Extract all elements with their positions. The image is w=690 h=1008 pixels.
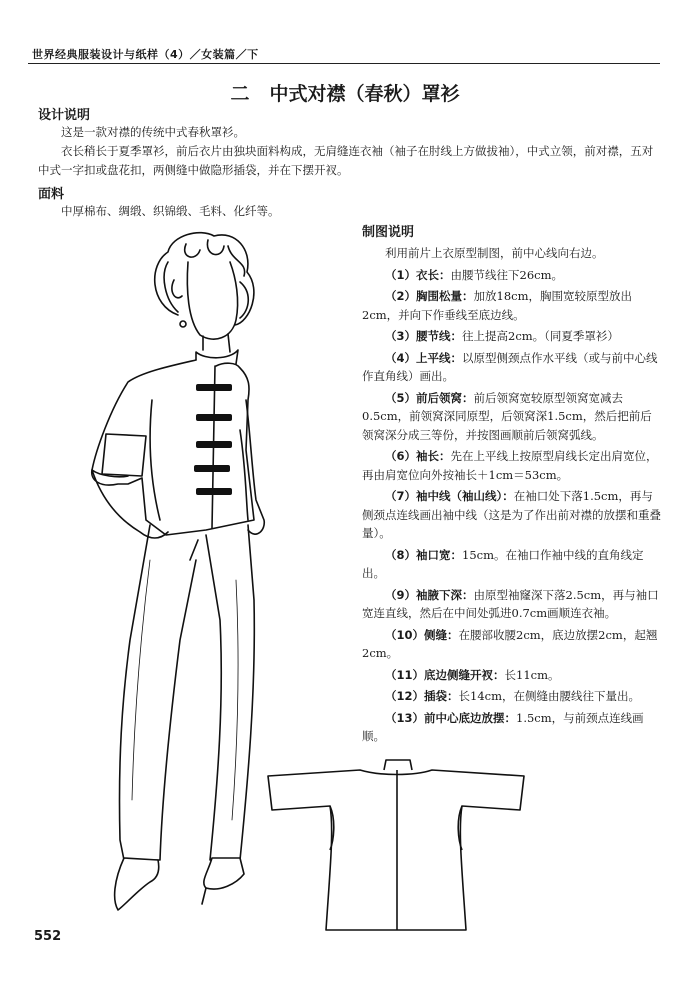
design-notes-para-2: 衣长稍长于夏季罩衫，前后衣片由独块面料构成，无肩缝连衣袖（袖子在肘线上方做拔袖），中式立领，前对襟，五对中式一字扣或盘花扣，两侧缝中做隐形插袋，并在下摆开衩。 xyxy=(38,144,654,177)
chapter-title-text: 中式对襟（春秋）罩衫 xyxy=(269,83,460,105)
fabric-heading: 面料 xyxy=(38,187,65,202)
drafting-step: （12）插袋：长14cm，在侧缝由腰线往下量出。 xyxy=(385,689,640,703)
drafting-step: （4）上平线：以原型侧颈点作水平线（或与前中心线作直角线）画出。 xyxy=(362,350,658,383)
drafting-step: （1）衣长：由腰节线往下26cm。 xyxy=(385,267,563,282)
drafting-step: （9）袖腋下深：由原型袖窿深下落2.5cm，再与袖口宽连直线，然后在中间处弧进0.7cm画顺连衣袖。 xyxy=(362,587,659,620)
drafting-step: （2）胸围松量：加放18cm，胸围宽较原型放出2cm，并向下作垂线至底边线。 xyxy=(362,289,632,322)
drafting-notes-heading: 制图说明 xyxy=(362,225,415,240)
drafting-step: （7）袖中线（袖山线）：在袖口处下落1.5cm，再与侧颈点连线画出袖中线（这是为了作出前对襟的放摆和重叠量）。 xyxy=(362,489,661,540)
drafting-step: （6）袖长：先在上平线上按原型肩线长定出肩宽位，再由肩宽位向外按袖长＋1cm＝53cm。 xyxy=(362,449,658,482)
design-notes-heading: 设计说明 xyxy=(38,108,91,123)
running-header: 世界经典服装设计与纸样（4）／女装篇／下 xyxy=(32,48,259,61)
design-notes-para-1: 这是一款对襟的传统中式春秋罩衫。 xyxy=(61,125,245,139)
drafting-step: （10）侧缝：在腰部收腰2cm，底边放摆2cm，起翘2cm。 xyxy=(362,627,658,660)
drafting-step: （8）袖口宽：15cm。在袖口作袖中线的直角线定出。 xyxy=(362,547,644,580)
page-number: 552 xyxy=(34,929,62,944)
fabric-text: 中厚棉布、绸缎、织锦缎、毛料、化纤等。 xyxy=(61,204,280,218)
chapter-number: 二 xyxy=(230,83,250,105)
drafting-intro: 利用前片上衣原型制图，前中心线向右边。 xyxy=(385,246,604,260)
drafting-step: （3）腰节线：往上提高2cm。（同夏季罩衫） xyxy=(385,329,619,343)
drafting-step: （11）底边侧缝开衩：长11cm。 xyxy=(385,667,560,682)
drafting-step: （13）前中心底边放摆：1.5cm，与前颈点连线画顺。 xyxy=(362,710,644,743)
drafting-step: （5）前后领窝：前后领窝宽较原型领窝宽减去0.5cm，前领窝深同原型，后领窝深1.5cm，然后把前后领窝深分成三等份，并按图画顺前后领窝弧线。 xyxy=(362,390,652,442)
